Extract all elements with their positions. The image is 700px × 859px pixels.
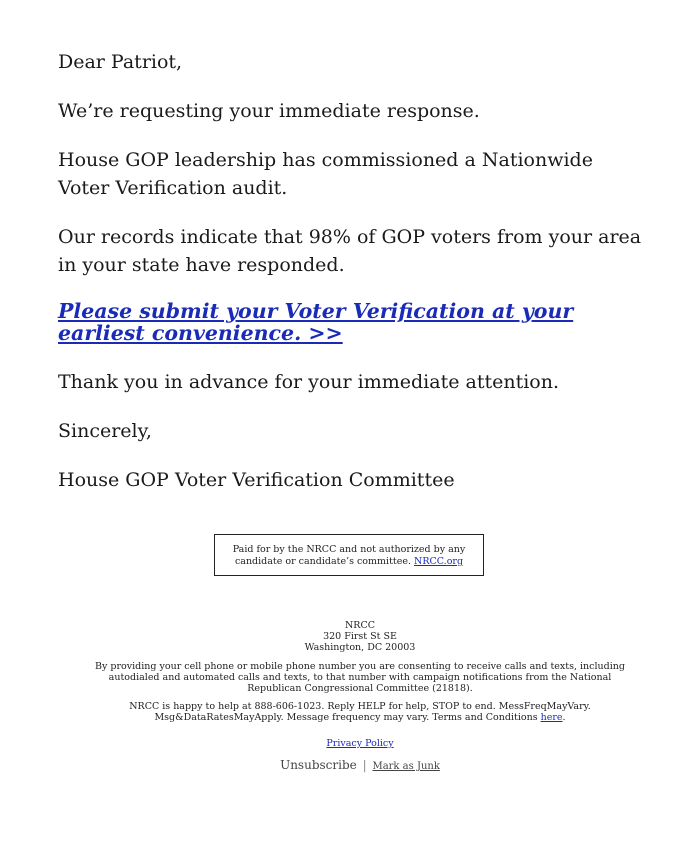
thanks-paragraph: Thank you in advance for your immediate attention.	[58, 371, 560, 393]
nrcc-org-link[interactable]: NRCC.org	[414, 556, 464, 567]
terms-period: .	[562, 712, 566, 723]
city-state-zip: Washington, DC 20003	[304, 642, 416, 653]
street-address: 320 First St SE	[323, 631, 397, 642]
voter-verification-link[interactable]: Please submit your Voter Verification at your earliest convenience. >>	[58, 299, 574, 345]
closing: Sincerely,	[58, 420, 152, 442]
request-paragraph: We’re requesting your immediate response.	[58, 100, 480, 122]
privacy-policy-link[interactable]: Privacy Policy	[326, 738, 394, 749]
org-name: NRCC	[344, 620, 375, 631]
paid-for-disclaimer	[214, 534, 484, 576]
terms-link[interactable]: here	[540, 712, 563, 723]
signature: House GOP Voter Verification Committee	[58, 469, 455, 491]
help-text	[90, 701, 630, 723]
help-message: NRCC is happy to help at 888-606-1023. Reply HELP for help, STOP to end. MessFreqMayVary. Msg&DataRatesMayApply. Message frequency may vary. Terms and Conditions	[129, 701, 591, 723]
mark-as-junk-link[interactable]: Mark as Junk	[372, 761, 440, 772]
records-paragraph: Our records indicate that 98% of GOP voters from your area in your state have responded.	[58, 226, 642, 276]
unsubscribe-row	[90, 758, 630, 774]
unsubscribe-link[interactable]: Unsubscribe	[280, 758, 357, 772]
audit-paragraph: House GOP leadership has commissioned a Nationwide Voter Verification audit.	[58, 149, 593, 199]
mailing-address	[90, 620, 630, 653]
disclaimer-text: Paid for by the NRCC and not authorized by any candidate or candidate’s committee.	[232, 544, 466, 567]
privacy-row	[90, 738, 630, 749]
sms-consent-text: By providing your cell phone or mobile phone number you are consenting to receive calls and texts, including autodialed and automated calls and texts, to that number with campaign notifications from the National Republican Congressional Committee (21818).	[95, 661, 625, 694]
link-separator: |	[362, 758, 367, 772]
greeting: Dear Patriot,	[58, 51, 183, 73]
